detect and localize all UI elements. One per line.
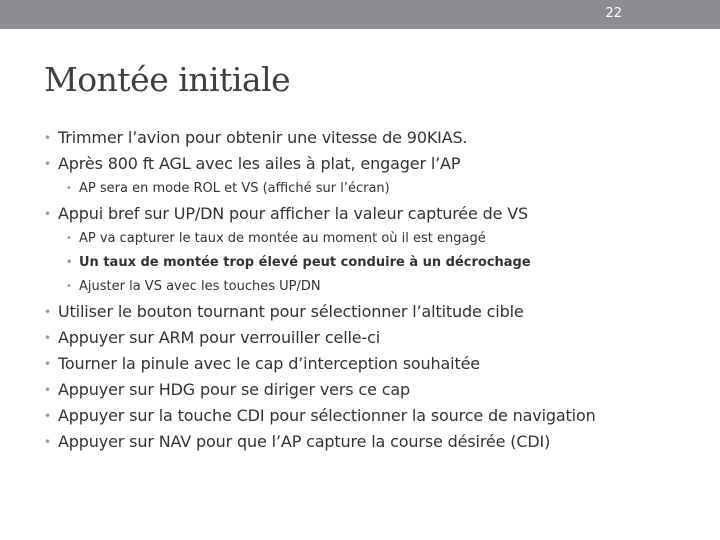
bullet-item: • Appui bref sur UP/DN pour afficher la valeur capturée de VS — [44, 201, 704, 227]
bullet-item: • Utiliser le bouton tournant pour sélectionner l’altitude cible — [44, 299, 704, 325]
bullet-item: • Appuyer sur la touche CDI pour sélectionner la source de navigation — [44, 403, 704, 429]
sub-bullet-item: • Ajuster la VS avec les touches UP/DN — [44, 275, 704, 299]
sub-bullet-item: • AP va capturer le taux de montée au moment où il est engagé — [44, 227, 704, 251]
sub-bullet-item-warning: • Un taux de montée trop élevé peut conduire à un décrochage — [44, 251, 704, 275]
slide-number: 22 — [605, 6, 622, 21]
bullet-item: • Appuyer sur HDG pour se diriger vers ce cap — [44, 377, 704, 403]
bullet-item: • Après 800 ft AGL avec les ailes à plat, engager l’AP — [44, 151, 704, 177]
bullet-item: • Trimmer l’avion pour obtenir une vitesse de 90KIAS. — [44, 125, 704, 151]
bullet-item: • Appuyer sur NAV pour que l’AP capture la course désirée (CDI) — [44, 429, 704, 455]
bullet-list — [44, 125, 704, 455]
bullet-item: • Appuyer sur ARM pour verrouiller celle-ci — [44, 325, 704, 351]
header-bar — [0, 0, 720, 29]
sub-bullet-item: • AP sera en mode ROL et VS (affiché sur l’écran) — [44, 177, 704, 201]
bullet-item: • Tourner la pinule avec le cap d’interception souhaitée — [44, 351, 704, 377]
slide-title: Montée initiale — [44, 60, 291, 99]
